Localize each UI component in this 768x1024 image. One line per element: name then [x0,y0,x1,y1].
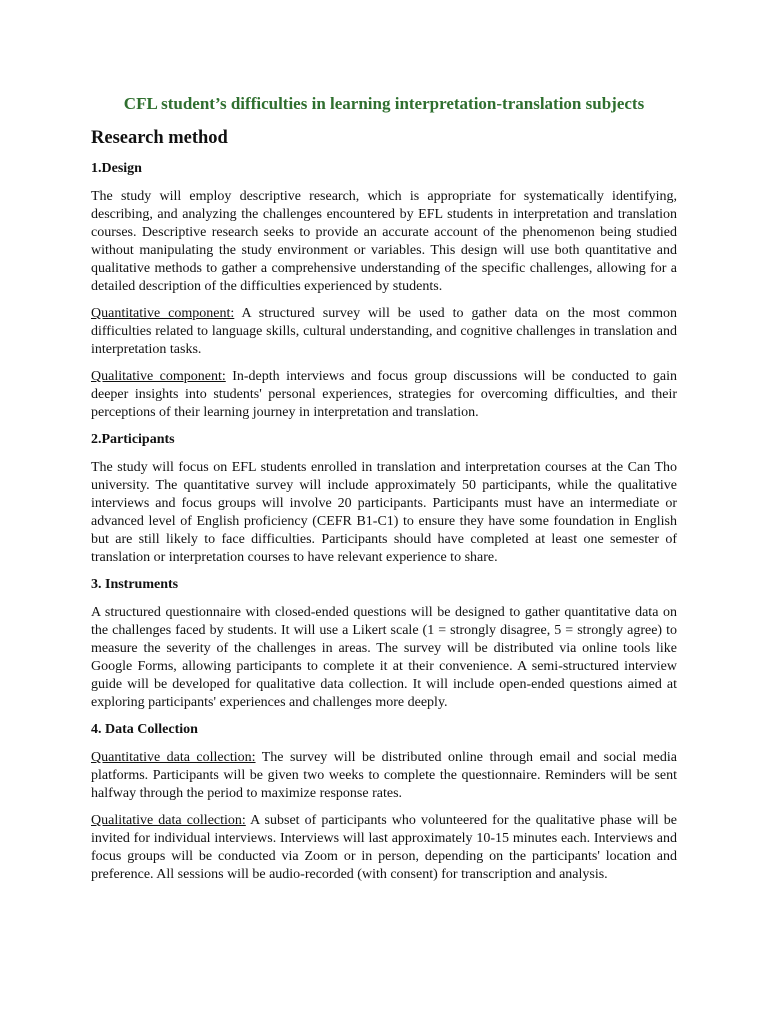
instruments-heading: 3. Instruments [91,577,179,592]
quantitative-data-collection-label: Quantitative data collection: [91,750,256,765]
design-paragraph: The study will employ descriptive research, which is appropriate for systematically identifying, describing, and analyzing the challenges encountered by EFL students in interpretation and translation courses. Descriptive research seeks to provide an accurate account of the phenomenon being studied without manipulating the study environment or variables. This design will use both quantitative and qualitative methods to gather a comprehensive understanding of the specific challenges, allowing for a detailed description of the difficulties experienced by students. [91,189,677,294]
section-heading-research-method: Research method [91,128,228,148]
participants-heading: 2.Participants [91,432,175,447]
qualitative-component-label: Qualitative component: [91,369,226,384]
quantitative-component-label: Quantitative component: [91,306,235,321]
instruments-paragraph: A structured questionnaire with closed-ended questions will be designed to gather quantitative data on the challenges faced by students. It will use a Likert scale (1 = strongly disagree, 5 = strongly agree) to measure the severity of the challenges in areas. The survey will be distributed via online tools like Google Forms, allowing participants to complete it at their convenience. A semi-structured interview guide will be developed for qualitative data collection. It will include open-ended questions aimed at exploring participants' experiences and challenges more deeply. [91,605,677,710]
document-title: CFL student’s difficulties in learning interpretation-translation subjects [123,94,645,113]
qualitative-data-collection-label: Qualitative data collection: [91,813,246,828]
qualitative-data-collection-paragraph [91,812,677,884]
quantitative-component-text: A structured survey will be used to gather data on the most common difficulties related to language skills, cultural understanding, and cognitive challenges in translation and interpretation tasks. [91,306,677,357]
data-collection-heading: 4. Data Collection [91,722,198,737]
qualitative-component-paragraph [91,368,677,422]
qualitative-data-collection-text: A subset of participants who volunteered for the qualitative phase will be invited for individual interviews. Interviews will last approximately 10-15 minutes each. Interviews and focus groups will be conducted via Zoom or in person, depending on the participants' location and preference. All sessions will be audio-recorded (with consent) for transcription and analysis. [91,813,677,882]
quantitative-component-paragraph [91,305,677,359]
quantitative-data-collection-paragraph [91,749,677,803]
participants-paragraph: The study will focus on EFL students enrolled in translation and interpretation courses at the Can Tho university. The quantitative survey will include approximately 50 participants, while the qualitative interviews and focus groups will involve 20 participants. Participants must have an intermediate or advanced level of English proficiency (CEFR B1-C1) to ensure they have some foundation in English but are still likely to face difficulties. Participants should have completed at least one semester of translation or interpretation courses to have relevant experience to share. [91,460,677,565]
qualitative-component-text: In-depth interviews and focus group discussions will be conducted to gain deeper insights into students' personal experiences, strategies for overcoming difficulties, and their perceptions of their learning journey in interpretation and translation. [91,369,678,420]
design-heading: 1.Design [91,161,142,176]
quantitative-data-collection-text: The survey will be distributed online through email and social media platforms. Participants will be given two weeks to complete the questionnaire. Reminders will be sent halfway through the period to maximize response rates. [91,750,677,801]
